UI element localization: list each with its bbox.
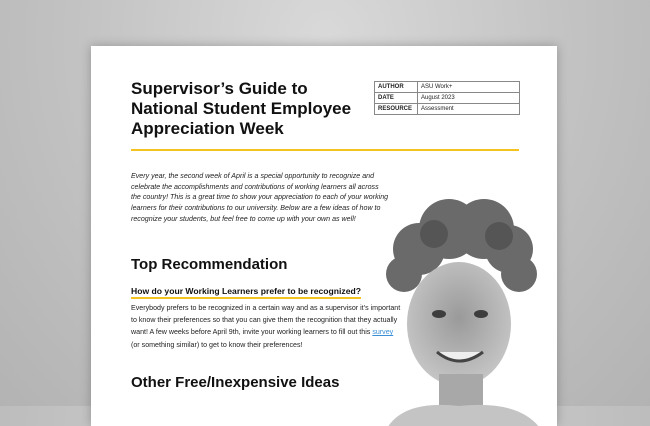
document-title: Supervisor’s Guide to National Student Employee Appreciation Week — [131, 79, 352, 138]
survey-link[interactable]: survey — [372, 328, 394, 337]
meta-key: AUTHOR — [375, 82, 418, 93]
body-paragraph — [131, 302, 403, 351]
meta-row-author — [375, 82, 520, 93]
meta-row-date — [375, 93, 520, 104]
subheading: How do your Working Learners prefer to be recognized? — [131, 286, 361, 299]
body-text: Everybody prefers to be recognized in a certain way and as a supervisor it’s important to know their preferences so that you can give them the recognition that they actually want! A few weeks before April 9th, invite your working learners to fill out this — [131, 304, 401, 337]
meta-key: DATE — [375, 93, 418, 104]
section-heading-top-recommendation: Top Recommendation — [131, 256, 288, 273]
document-page — [91, 46, 557, 426]
section-heading-other-ideas: Other Free/Inexpensive Ideas — [131, 374, 340, 391]
meta-value: August 2023 — [418, 93, 520, 104]
intro-paragraph: Every year, the second week of April is a special opportunity to recognize and celebrate the accomplishments and contributions of working learners all across the country! This is a great time to show your appreciation to each of your working learners for their contributions to our university. Below are a few ideas of how to recognize your students, but feel free to come up with your own as well! — [131, 172, 389, 223]
meta-key: RESOURCE — [375, 104, 418, 115]
meta-value: Assessment — [418, 104, 520, 115]
meta-row-resource — [375, 104, 520, 115]
body-text-end: (or something similar) to get to know their preferences! — [131, 340, 303, 349]
meta-value: ASU Work+ — [418, 82, 520, 93]
meta-table — [374, 81, 520, 115]
student-photo — [359, 174, 557, 426]
header-divider — [131, 149, 519, 151]
